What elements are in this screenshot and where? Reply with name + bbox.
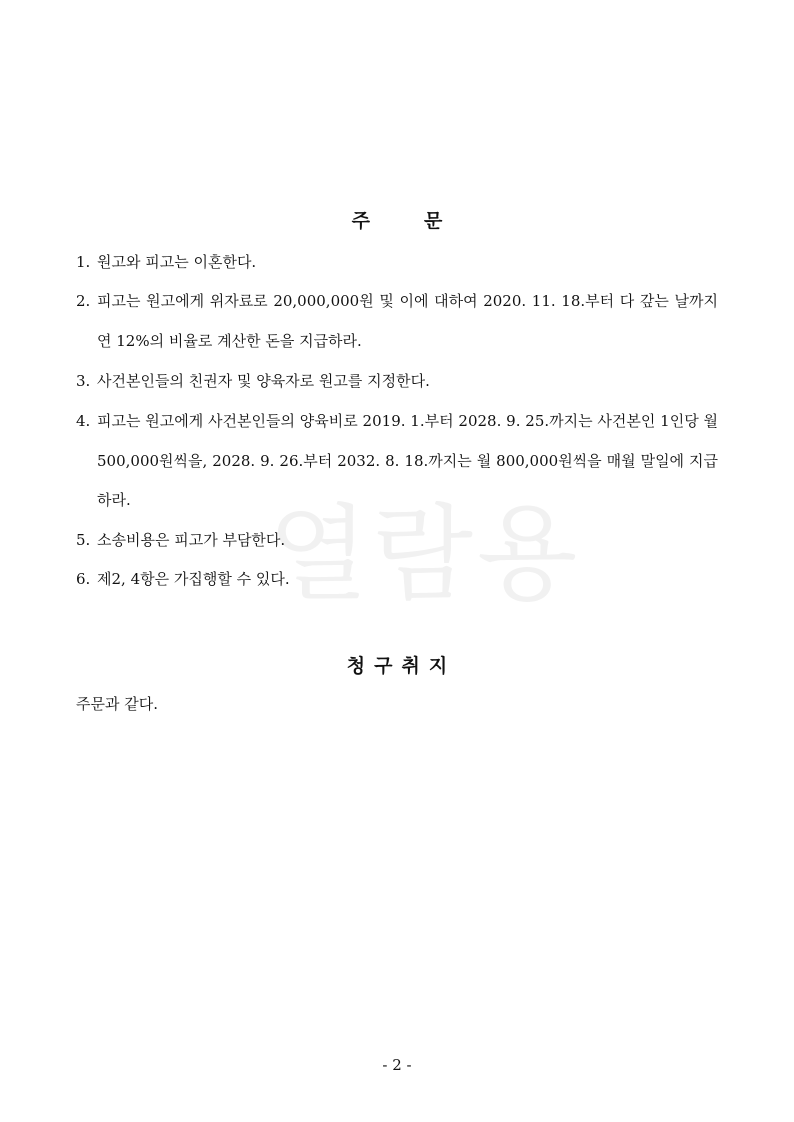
item-text: 제2, 4항은 가집행할 수 있다. bbox=[97, 570, 290, 588]
judgment-item bbox=[76, 521, 718, 561]
judgment-item bbox=[76, 243, 718, 283]
item-text: 소송비용은 피고가 부담한다. bbox=[97, 531, 286, 549]
judgment-item bbox=[76, 402, 718, 521]
judgment-item bbox=[76, 282, 718, 361]
judgment-item bbox=[76, 362, 718, 402]
judgment-title bbox=[0, 206, 794, 233]
item-text: 피고는 원고에게 위자료로 20,000,000원 및 이에 대하여 2020. 11. 18.부터 다 갚는 날까지 연 12%의 비율로 계산한 돈을 지급하라. bbox=[97, 292, 718, 350]
item-number: 5. bbox=[76, 531, 91, 549]
item-number: 4. bbox=[76, 412, 91, 430]
item-number: 3. bbox=[76, 372, 91, 390]
judgment-title-right: 문 bbox=[424, 210, 443, 232]
item-number: 1. bbox=[76, 253, 91, 271]
claim-text: 주문과 같다. bbox=[76, 695, 158, 713]
item-number: 6. bbox=[76, 570, 91, 588]
claim-title: 청구취지 bbox=[346, 655, 457, 677]
item-text: 원고와 피고는 이혼한다. bbox=[97, 253, 257, 271]
watermark: 열람용 bbox=[268, 493, 582, 615]
judgment-item bbox=[76, 560, 718, 600]
page-number: - 2 - bbox=[382, 1056, 412, 1074]
item-number: 2. bbox=[76, 292, 91, 310]
item-text: 피고는 원고에게 사건본인들의 양육비로 2019. 1.부터 2028. 9. 25.까지는 사건본인 1인당 월 500,000원씩을, 2028. 9. 26.부터 2032. 8. 18.까지는 월 800,000원씩을 매월 말일에 지급하라. bbox=[97, 412, 718, 509]
judgment-title-left: 주 bbox=[351, 210, 370, 232]
item-text: 사건본인들의 친권자 및 양육자로 원고를 지정한다. bbox=[97, 372, 430, 390]
